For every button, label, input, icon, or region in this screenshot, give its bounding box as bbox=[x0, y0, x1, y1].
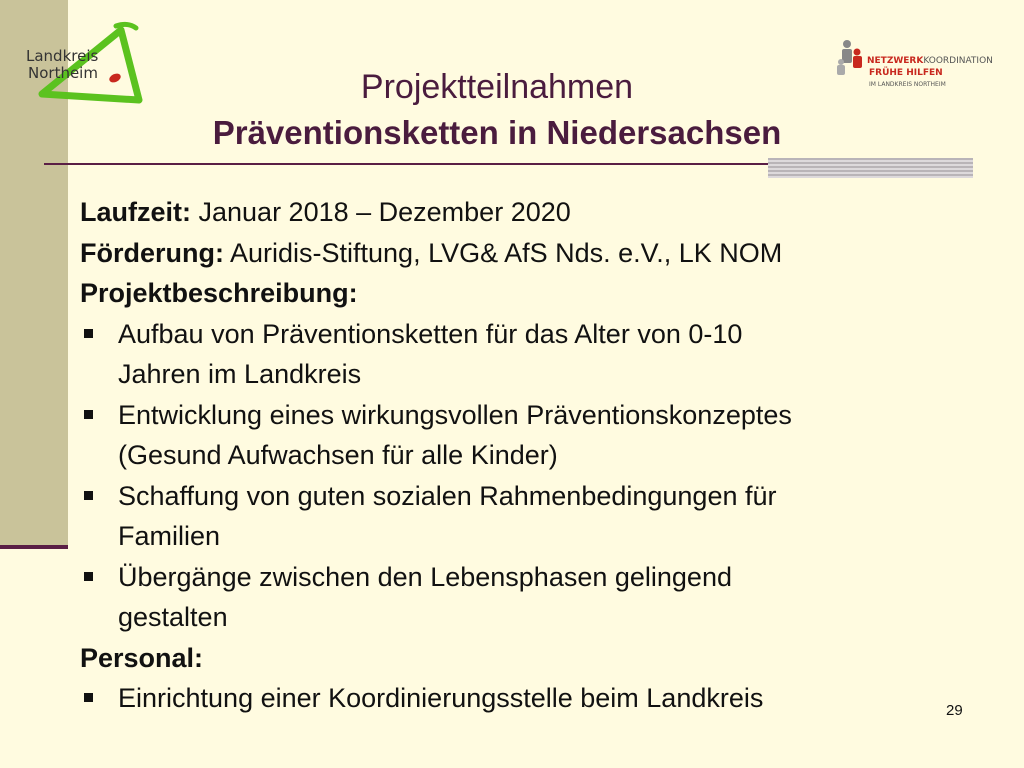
personal-label: Personal: bbox=[80, 642, 204, 673]
logo-netzwerk-part2: KOORDINATION bbox=[923, 56, 993, 66]
list-item bbox=[80, 678, 980, 719]
foerderung-value: Auridis-Stiftung, LVG& AfS Nds. e.V., LK NOM bbox=[223, 237, 783, 268]
bullet-line: Einrichtung einer Koordinierungsstelle beim Landkreis bbox=[118, 683, 764, 713]
bullet-line: (Gesund Aufwachsen für alle Kinder) bbox=[118, 440, 558, 470]
left-accent-rule bbox=[0, 545, 68, 549]
bullet-square-icon bbox=[84, 572, 93, 581]
logo-netzwerk-line3: IM LANDKREIS NORTHEIM bbox=[869, 81, 946, 88]
logo-landkreis-line2: Northeim bbox=[28, 64, 98, 82]
bullet-line: Entwicklung eines wirkungsvollen Präventionskonzeptes bbox=[118, 399, 792, 430]
foerderung-row bbox=[80, 233, 980, 274]
bullet-line: Übergänge zwischen den Lebensphasen gelingend bbox=[118, 561, 732, 592]
logo-netzwerk-line1 bbox=[867, 56, 993, 66]
logo-netzwerk-line2: FRÜHE HILFEN bbox=[869, 68, 943, 78]
bullet-line: Schaffung von guten sozialen Rahmenbedingungen für bbox=[118, 480, 777, 511]
projektbeschreibung-label: Projektbeschreibung: bbox=[80, 278, 358, 308]
laufzeit-label: Laufzeit: bbox=[80, 197, 191, 227]
bullet-line: Aufbau von Präventionsketten für das Alter von 0-10 bbox=[118, 318, 743, 349]
slide-title: Projektteilnahmen bbox=[360, 68, 634, 106]
title-striped-bar bbox=[768, 158, 973, 178]
logo-landkreis-line1: Landkreis bbox=[26, 47, 99, 65]
bullet-square-icon bbox=[84, 410, 93, 419]
list-item bbox=[80, 395, 980, 476]
list-item bbox=[80, 557, 980, 638]
list-item bbox=[80, 476, 980, 557]
bullet-square-icon bbox=[84, 693, 93, 702]
slide-subtitle: Präventionsketten in Niedersachsen bbox=[212, 114, 782, 151]
logo-netzwerk-part1: NETZWERK bbox=[867, 56, 924, 66]
bullet-line: Jahren im Landkreis bbox=[118, 359, 362, 389]
list-item bbox=[80, 314, 980, 395]
bullet-square-icon bbox=[84, 329, 93, 338]
personal-heading bbox=[80, 638, 980, 679]
bullet-square-icon bbox=[84, 491, 93, 500]
bullet-line: gestalten bbox=[118, 602, 228, 632]
foerderung-label: Förderung: bbox=[80, 237, 224, 268]
laufzeit-row bbox=[80, 192, 980, 233]
page-number: 29 bbox=[946, 702, 963, 719]
slide-body bbox=[80, 192, 980, 719]
laufzeit-value: Januar 2018 – Dezember 2020 bbox=[191, 197, 571, 227]
title-underline bbox=[44, 163, 770, 165]
projektbeschreibung-heading bbox=[80, 273, 980, 314]
bullet-line: Familien bbox=[118, 521, 221, 551]
